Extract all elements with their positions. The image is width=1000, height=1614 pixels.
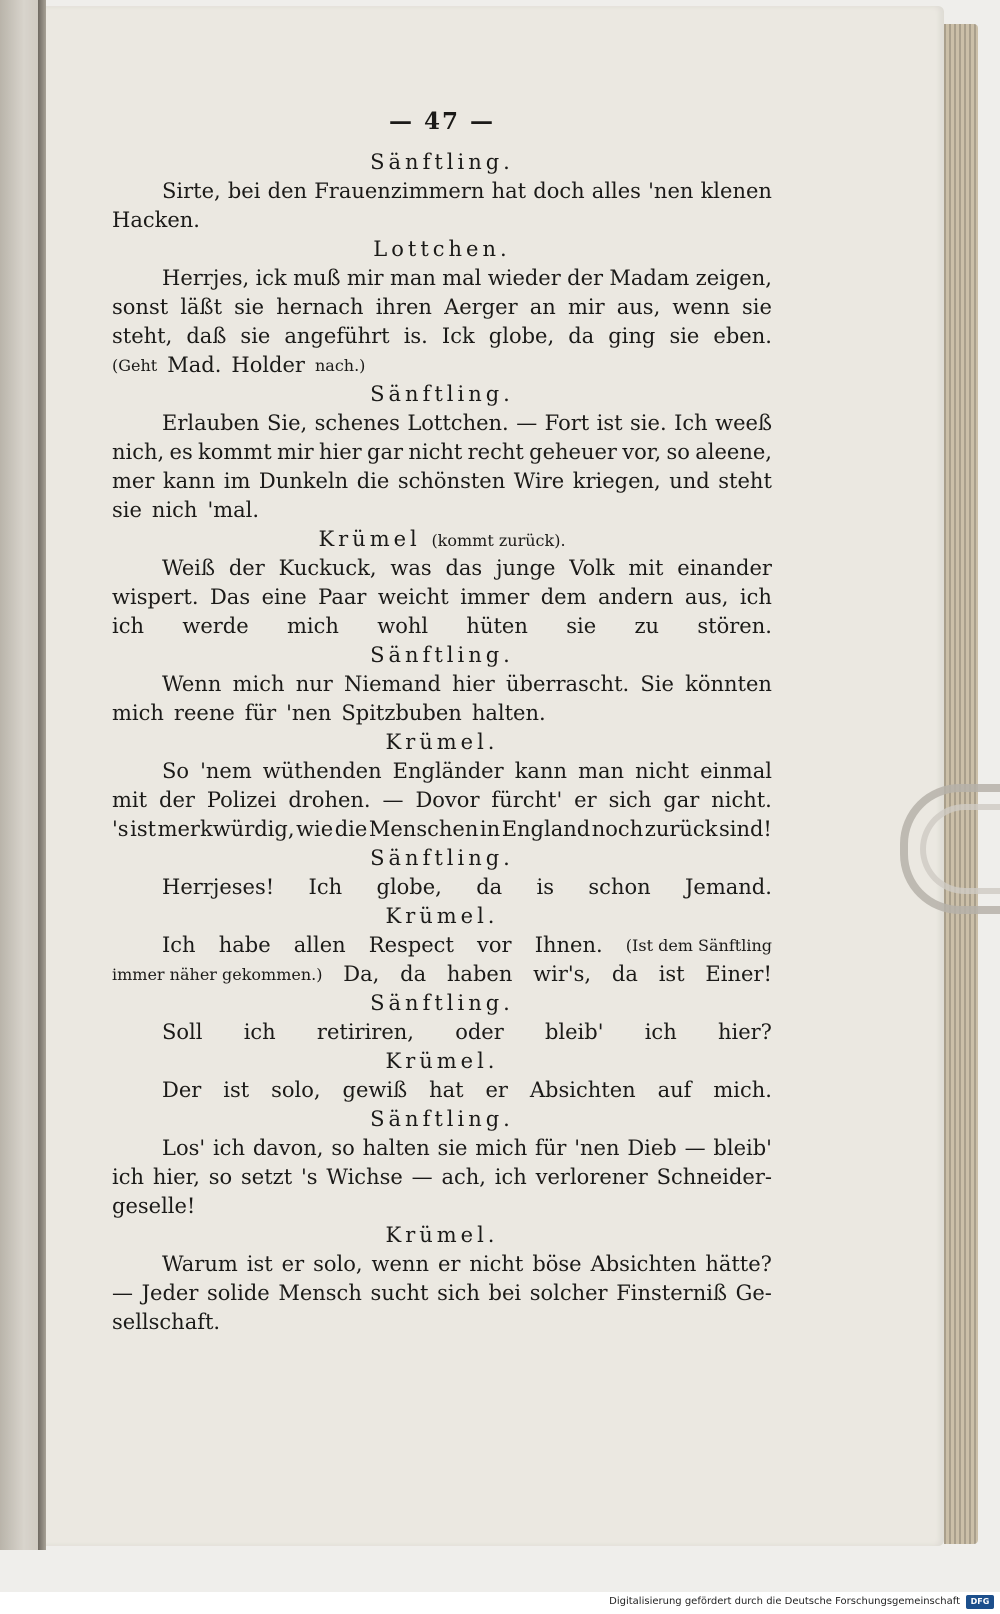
word: wüthenden xyxy=(262,759,382,783)
word: kriegen, xyxy=(572,469,661,493)
word: der xyxy=(159,788,195,812)
word: 'nem xyxy=(200,759,252,783)
word: — xyxy=(684,1136,706,1160)
word: 'mal. xyxy=(207,498,260,522)
word: Holder xyxy=(231,353,305,377)
word: Jemand. xyxy=(685,875,772,899)
word: Paar xyxy=(318,585,367,609)
word: hätte? xyxy=(705,1252,772,1276)
word: dem xyxy=(540,585,587,609)
word: mir xyxy=(346,266,384,290)
speaker-heading xyxy=(112,1105,772,1134)
word: sie xyxy=(240,324,271,348)
word: — xyxy=(382,788,404,812)
word: sich xyxy=(608,788,652,812)
text-line xyxy=(112,583,772,612)
word: daß xyxy=(186,324,227,348)
text-line xyxy=(112,177,772,206)
word: einmal xyxy=(700,759,772,783)
word: kann xyxy=(162,469,216,493)
word: eine xyxy=(261,585,307,609)
word: Finsterniß xyxy=(616,1281,727,1305)
text-line xyxy=(112,351,772,380)
word: gesellе! xyxy=(112,1194,196,1218)
word: Erlauben xyxy=(162,411,260,435)
word: schon xyxy=(588,875,651,899)
word: nur xyxy=(295,672,333,696)
word: Aerger xyxy=(444,295,518,319)
text-line xyxy=(112,467,772,496)
word: davon, xyxy=(252,1136,324,1160)
word: klenen xyxy=(700,179,772,203)
word: — xyxy=(112,1281,133,1305)
word: für xyxy=(535,1136,567,1160)
text-line xyxy=(112,1134,772,1163)
text-line xyxy=(112,554,772,583)
word: wenn xyxy=(672,295,730,319)
word: schönsten xyxy=(397,469,506,493)
word: Warum xyxy=(162,1252,238,1276)
word: hüten xyxy=(466,614,528,638)
page-number: — 47 — xyxy=(388,108,496,135)
word: Volk xyxy=(569,556,615,580)
word: solo, xyxy=(313,1252,363,1276)
word: globe, xyxy=(376,875,442,899)
word: solo, xyxy=(271,1078,321,1102)
text-line xyxy=(112,206,772,235)
word: reene xyxy=(173,701,235,725)
word: nich xyxy=(151,498,198,522)
word: sie xyxy=(234,295,265,319)
word: auf xyxy=(657,1078,692,1102)
speaker-heading xyxy=(112,148,772,177)
word: sich xyxy=(437,1281,480,1305)
word: da xyxy=(611,962,638,986)
text-line xyxy=(112,1308,772,1337)
word: bleib' xyxy=(544,1020,604,1044)
word: Menschen xyxy=(368,817,479,841)
word: Spitzbuben xyxy=(341,701,462,725)
word: oder xyxy=(455,1020,504,1044)
word: solcher xyxy=(529,1281,608,1305)
word: Herrjes, xyxy=(162,266,250,290)
word: bei xyxy=(227,179,261,203)
speaker-name: Sänftling. xyxy=(370,991,514,1015)
text-line xyxy=(112,699,772,728)
speaker-heading xyxy=(112,989,772,1018)
word: ich xyxy=(243,1020,276,1044)
word: sie xyxy=(566,614,597,638)
word: merkwürdig, xyxy=(157,817,295,841)
word: gewiß xyxy=(342,1078,408,1102)
word: hat xyxy=(429,1078,464,1102)
speaker-heading xyxy=(112,728,772,757)
word: habe xyxy=(218,933,271,957)
word: vor xyxy=(477,933,512,957)
speaker-name: Lottchen. xyxy=(373,237,511,261)
word: (Ist dem Sänftling xyxy=(625,936,772,955)
word: nich, xyxy=(112,440,165,464)
word: da xyxy=(400,962,427,986)
word: is xyxy=(536,875,555,899)
dfg-logo: DFG xyxy=(966,1595,994,1609)
text-line xyxy=(112,612,772,641)
speaker-heading xyxy=(112,902,772,931)
text-line xyxy=(112,873,772,902)
word: 's xyxy=(112,817,129,841)
word: den xyxy=(267,179,308,203)
word: für xyxy=(244,701,277,725)
word: einander xyxy=(677,556,772,580)
word: nicht xyxy=(408,440,463,464)
word: an xyxy=(529,295,556,319)
footer-bar xyxy=(0,1592,1000,1614)
word: so xyxy=(666,440,690,464)
speaker-name: Sänftling. xyxy=(370,1107,514,1131)
word: sie xyxy=(741,295,772,319)
word: sonst xyxy=(112,295,169,319)
word: Ick xyxy=(441,324,475,348)
paper-clip-inner xyxy=(920,804,1000,894)
word: alles xyxy=(591,179,641,203)
word: mich xyxy=(286,614,339,638)
word: könnten xyxy=(685,672,772,696)
word: der xyxy=(567,266,604,290)
word: angeführt xyxy=(284,324,390,348)
word: so xyxy=(208,1165,233,1189)
word: Soll xyxy=(162,1020,203,1044)
word: sie xyxy=(437,1136,468,1160)
word: sind! xyxy=(718,817,772,841)
word: sie. xyxy=(630,411,667,435)
word: stören. xyxy=(697,614,772,638)
word: ist xyxy=(130,817,157,841)
word: mich xyxy=(475,1136,528,1160)
word: Frauenzimmern xyxy=(314,179,485,203)
word: 'nen xyxy=(648,179,694,203)
word: Mensch xyxy=(278,1281,362,1305)
word: ich xyxy=(112,614,145,638)
word: Engländer xyxy=(392,759,504,783)
word: wie xyxy=(296,817,334,841)
word: zu xyxy=(634,614,660,638)
word: mit xyxy=(628,556,664,580)
word: ach, xyxy=(441,1165,486,1189)
word: hernach xyxy=(276,295,364,319)
speaker-heading xyxy=(112,380,772,409)
word: Dieb xyxy=(627,1136,677,1160)
word: Los' xyxy=(162,1136,206,1160)
word: England xyxy=(501,817,591,841)
speaker-name: Krümel xyxy=(318,527,421,551)
word: Wire xyxy=(513,469,565,493)
word: Ich xyxy=(308,875,343,899)
word: Absichten xyxy=(590,1252,697,1276)
word: Lottchen. xyxy=(407,411,509,435)
word: zurück xyxy=(644,817,718,841)
word: schenes xyxy=(314,411,400,435)
word: Das xyxy=(209,585,251,609)
word: immer näher gekommen.) xyxy=(112,965,323,984)
word: drohen. xyxy=(288,788,371,812)
text-line xyxy=(112,1250,772,1279)
word: muß xyxy=(293,266,341,290)
text-line xyxy=(112,1192,772,1221)
word: er xyxy=(437,1252,461,1276)
word: hat xyxy=(491,179,527,203)
word: die xyxy=(334,817,368,841)
word: Dunkeln xyxy=(258,469,349,493)
word: der xyxy=(228,556,265,580)
word: mit xyxy=(112,788,148,812)
word: Schneider- xyxy=(656,1165,772,1189)
word: noch xyxy=(591,817,644,841)
word: ist xyxy=(596,411,623,435)
word: fürcht' xyxy=(491,788,563,812)
word: Einer! xyxy=(705,962,772,986)
text-line xyxy=(112,1279,772,1308)
word: sie xyxy=(112,498,142,522)
word: nicht xyxy=(469,1252,524,1276)
word: (Geht xyxy=(112,356,158,375)
word: 'nen xyxy=(574,1136,620,1160)
word: halten. xyxy=(471,701,546,725)
word: das xyxy=(445,556,483,580)
word: ich xyxy=(494,1165,527,1189)
word: andern xyxy=(597,585,674,609)
text-line xyxy=(112,438,772,467)
word: Wichse xyxy=(326,1165,403,1189)
word: Dovor xyxy=(415,788,480,812)
word: da xyxy=(568,324,595,348)
word: Absichten xyxy=(529,1078,636,1102)
word: sucht xyxy=(370,1281,429,1305)
speaker-name: Sänftling. xyxy=(370,382,514,406)
text-line xyxy=(112,815,772,844)
word: kommt xyxy=(198,440,272,464)
word: immer xyxy=(460,585,530,609)
speaker-name: Sänftling. xyxy=(370,846,514,870)
word: werde xyxy=(182,614,249,638)
word: Herrjeses! xyxy=(162,875,275,899)
word: ist xyxy=(246,1252,273,1276)
text-line xyxy=(112,293,772,322)
word: halten xyxy=(362,1136,430,1160)
word: junge xyxy=(496,556,556,580)
word: geheuer xyxy=(529,440,617,464)
speaker-name: Krümel. xyxy=(385,1223,499,1247)
word: gar xyxy=(663,788,700,812)
word: er xyxy=(485,1078,508,1102)
text-line xyxy=(112,960,772,989)
word: Da, xyxy=(343,962,380,986)
text-line xyxy=(112,409,772,438)
word: mich xyxy=(232,672,285,696)
text-line xyxy=(112,757,772,786)
word: Wenn xyxy=(162,672,222,696)
text-line xyxy=(112,670,772,699)
word: die xyxy=(356,469,390,493)
speaker-heading xyxy=(112,1047,772,1076)
word: es xyxy=(169,440,193,464)
word: retiriren, xyxy=(316,1020,414,1044)
word: doch xyxy=(533,179,585,203)
word: überrascht. xyxy=(506,672,630,696)
word: ich xyxy=(212,1136,245,1160)
word: aleene, xyxy=(695,440,772,464)
speaker-heading xyxy=(112,641,772,670)
speaker-heading xyxy=(112,1221,772,1250)
speaker-name: Krümel. xyxy=(385,1049,499,1073)
word: Sirte, xyxy=(162,179,221,203)
word: mir xyxy=(277,440,314,464)
word: Sie, xyxy=(266,411,308,435)
word: bleib' xyxy=(713,1136,772,1160)
word: sellschaft. xyxy=(112,1310,221,1334)
word: weicht xyxy=(377,585,449,609)
word: — xyxy=(516,411,538,435)
word: läßt xyxy=(180,295,223,319)
word: wenn xyxy=(371,1252,429,1276)
word: haben xyxy=(446,962,513,986)
page-text xyxy=(112,104,772,1337)
word: Mad. xyxy=(167,353,222,377)
speaker-name: Krümel. xyxy=(385,730,499,754)
word: ist xyxy=(223,1078,250,1102)
text-line xyxy=(112,786,772,815)
word: er xyxy=(281,1252,305,1276)
word: ich xyxy=(644,1020,677,1044)
word: Madam xyxy=(609,266,690,290)
word: hier xyxy=(452,672,495,696)
word: is. xyxy=(403,324,428,348)
word: und xyxy=(669,469,710,493)
word: recht xyxy=(467,440,524,464)
speaker-name: Sänftling. xyxy=(370,643,514,667)
word: man xyxy=(389,266,436,290)
word: Der xyxy=(162,1078,202,1102)
word: Ge- xyxy=(735,1281,772,1305)
word: 'nen xyxy=(286,701,332,725)
word: weeß xyxy=(715,411,772,435)
word: mal xyxy=(442,266,482,290)
word: mir xyxy=(567,295,605,319)
text-line xyxy=(112,496,772,525)
word: mich. xyxy=(713,1078,772,1102)
word: nach.) xyxy=(314,356,366,375)
word: aus, xyxy=(684,585,729,609)
word: Ich xyxy=(162,933,196,957)
word: — xyxy=(411,1165,433,1189)
word: globe, xyxy=(488,324,555,348)
word: verlorener xyxy=(535,1165,648,1189)
word: man xyxy=(578,759,625,783)
text-line xyxy=(112,1018,772,1047)
word: ick xyxy=(255,266,287,290)
word: im xyxy=(223,469,251,493)
word: ihren xyxy=(375,295,432,319)
text-line xyxy=(112,1076,772,1105)
word: mer xyxy=(112,469,155,493)
word: So xyxy=(162,759,190,783)
word: steht, xyxy=(112,324,173,348)
word: Sie xyxy=(640,672,674,696)
speaker-name: Sänftling. xyxy=(370,150,514,174)
text-line xyxy=(112,322,772,351)
word: da xyxy=(476,875,503,899)
text-line xyxy=(112,931,772,960)
word: hier, xyxy=(152,1165,200,1189)
word: ich xyxy=(739,585,772,609)
funding-credit: Digitalisierung gefördert durch die Deutsche Forschungsgemeinschaft xyxy=(609,1596,960,1607)
dialogue-blocks xyxy=(112,148,772,1337)
word: Niemand xyxy=(343,672,441,696)
word: nicht xyxy=(635,759,690,783)
word: vor, xyxy=(622,440,662,464)
word: solide xyxy=(206,1281,270,1305)
left-page-edge xyxy=(0,0,40,1550)
word: in xyxy=(479,817,501,841)
word: wispert. xyxy=(112,585,199,609)
speaker-heading xyxy=(112,235,772,264)
word: eben. xyxy=(713,324,772,348)
word: Jeder xyxy=(141,1281,199,1305)
word: Kuckuck, xyxy=(278,556,377,580)
word: setzt xyxy=(241,1165,293,1189)
word: Ihnen. xyxy=(534,933,603,957)
word: wohl xyxy=(377,614,429,638)
word: kann xyxy=(514,759,567,783)
word: was xyxy=(390,556,432,580)
speaker-heading xyxy=(112,844,772,873)
text-line xyxy=(112,1163,772,1192)
word: hier? xyxy=(717,1020,772,1044)
word: Respect xyxy=(368,933,454,957)
word: steht xyxy=(718,469,772,493)
word: Hacken. xyxy=(112,208,200,232)
word: ist xyxy=(658,962,685,986)
word: allen xyxy=(293,933,346,957)
word: Ich xyxy=(674,411,708,435)
word: Polizei xyxy=(206,788,277,812)
text-line xyxy=(112,264,772,293)
word: ging xyxy=(608,324,656,348)
speaker-name: Krümel. xyxy=(385,904,499,928)
word: er xyxy=(574,788,597,812)
word: 's xyxy=(300,1165,318,1189)
word: gar xyxy=(367,440,404,464)
word: wieder xyxy=(487,266,561,290)
speaker-heading xyxy=(112,525,772,554)
word: hier xyxy=(318,440,362,464)
word: bei xyxy=(488,1281,522,1305)
word: nicht. xyxy=(711,788,772,812)
stage-direction: (kommt zurück). xyxy=(431,531,566,550)
word: aus, xyxy=(616,295,661,319)
book-gutter xyxy=(38,0,46,1550)
word: so xyxy=(331,1136,355,1160)
word: sie xyxy=(669,324,700,348)
word: mich xyxy=(112,701,164,725)
word: böse xyxy=(532,1252,582,1276)
word: ich xyxy=(112,1165,145,1189)
word: Weiß xyxy=(162,556,216,580)
word: wir's, xyxy=(533,962,592,986)
word: zeigen, xyxy=(695,266,772,290)
word: Fort xyxy=(544,411,590,435)
